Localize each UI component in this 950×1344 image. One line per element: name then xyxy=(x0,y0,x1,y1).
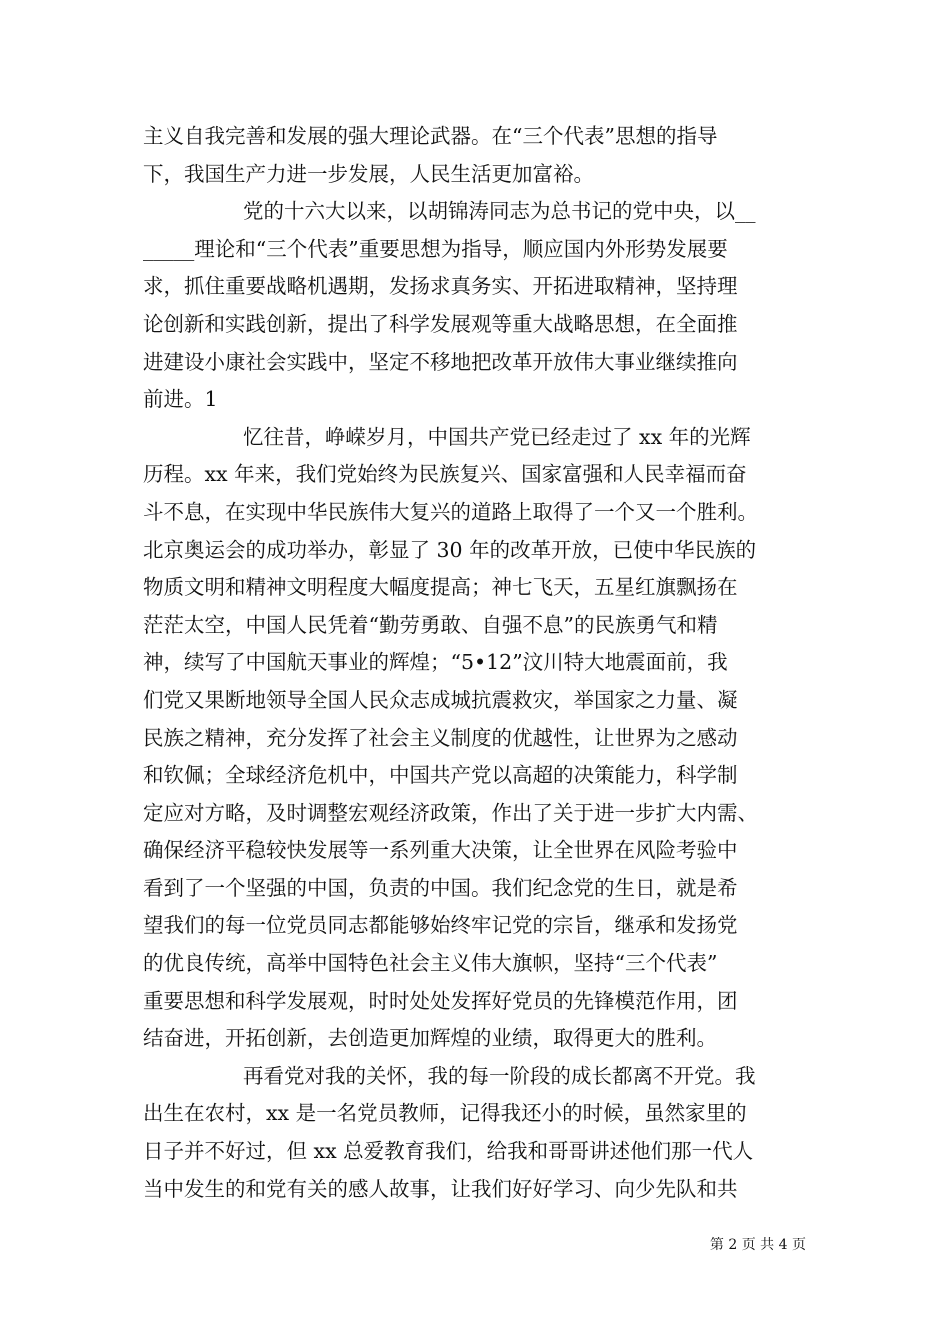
paragraph-1 xyxy=(143,118,813,193)
text-line: 前进。1 xyxy=(143,387,218,412)
text-line: 民族之精神，充分发挥了社会主义制度的优越性，让世界为之感动 xyxy=(143,725,738,750)
text-line: 日子并不好过，但 xx 总爱教育我们，给我和哥哥讲述他们那一代人 xyxy=(143,1139,754,1164)
text-line: 再看党对我的关怀，我的每一阶段的成长都离不开党。我 xyxy=(243,1063,756,1088)
text-line: 党的十六大以来，以胡锦涛同志为总书记的党中央，以__ xyxy=(243,199,756,224)
text-line: 当中发生的和党有关的感人故事，让我们好好学习、向少先队和共 xyxy=(143,1176,738,1201)
text-line: 望我们的每一位党员同志都能够始终牢记党的宗旨，继承和发扬党 xyxy=(143,913,738,938)
text-line: 确保经济平稳较快发展等一系列重大决策，让全世界在风险考验中 xyxy=(143,838,738,863)
text-line: 主义自我完善和发展的强大理论武器。在“三个代表”思想的指导 xyxy=(143,124,718,148)
text-line: 神，续写了中国航天事业的辉煌；“5•12”汶川特大地震面前，我 xyxy=(143,650,728,675)
text-line: 论创新和实践创新，提出了科学发展观等重大战略思想，在全面推 xyxy=(143,311,738,336)
text-line: 定应对方略，及时调整宏观经济政策，作出了关于进一步扩大内需、 xyxy=(143,800,758,825)
page-number: 第 2 页 共 4 页 xyxy=(709,1237,806,1253)
text-line: 物质文明和精神文明程度大幅度提高；神七飞天，五星红旗飘扬在 xyxy=(143,575,738,600)
text-line: 忆往昔，峥嵘岁月，中国共产党已经走过了 xx 年的光辉 xyxy=(243,424,751,449)
text-line: 斗不息，在实现中华民族伟大复兴的道路上取得了一个又一个胜利。 xyxy=(143,499,758,524)
text-line: 茫茫太空，中国人民凭着“勤劳勇敢、自强不息”的民族勇气和精 xyxy=(143,612,718,637)
text-line: 出生在农村，xx 是一名党员教师，记得我还小的时候，虽然家里的 xyxy=(143,1101,747,1126)
text-line: 们党又果断地领导全国人民众志成城抗震救灾，举国家之力量、凝 xyxy=(143,687,738,712)
text-line: 北京奥运会的成功举办，彰显了 30 年的改革开放，已使中华民族的 xyxy=(143,537,757,562)
paragraph-2 xyxy=(143,193,813,419)
text-line: 结奋进，开拓创新，去创造更加辉煌的业绩，取得更大的胜利。 xyxy=(143,1026,717,1051)
text-line: 历程。xx 年来，我们党始终为民族复兴、国家富强和人民幸福而奋 xyxy=(143,462,747,487)
paragraph-3 xyxy=(143,419,813,1058)
text-line: 下，我国生产力进一步发展，人民生活更加富裕。 xyxy=(143,161,594,186)
text-line: 的优良传统，高举中国特色社会主义伟大旗帜，坚持“三个代表” xyxy=(143,951,718,976)
text-line: 重要思想和科学发展观，时时处处发挥好党员的先锋模范作用，团 xyxy=(143,988,738,1013)
text-line: 求，抓住重要战略机遇期，发扬求真务实、开拓进取精神，坚持理 xyxy=(143,274,738,299)
text-line: 进建设小康社会实践中，坚定不移地把改革开放伟大事业继续推向 xyxy=(143,349,738,374)
text-line: _____理论和“三个代表”重要思想为指导，顺应国内外形势发展要 xyxy=(143,236,728,261)
document-body xyxy=(143,118,813,1208)
paragraph-4 xyxy=(143,1058,813,1208)
text-line: 看到了一个坚强的中国，负责的中国。我们纪念党的生日，就是希 xyxy=(143,875,738,900)
text-line: 和钦佩；全球经济危机中，中国共产党以高超的决策能力，科学制 xyxy=(143,763,738,788)
page-footer xyxy=(0,1234,806,1254)
